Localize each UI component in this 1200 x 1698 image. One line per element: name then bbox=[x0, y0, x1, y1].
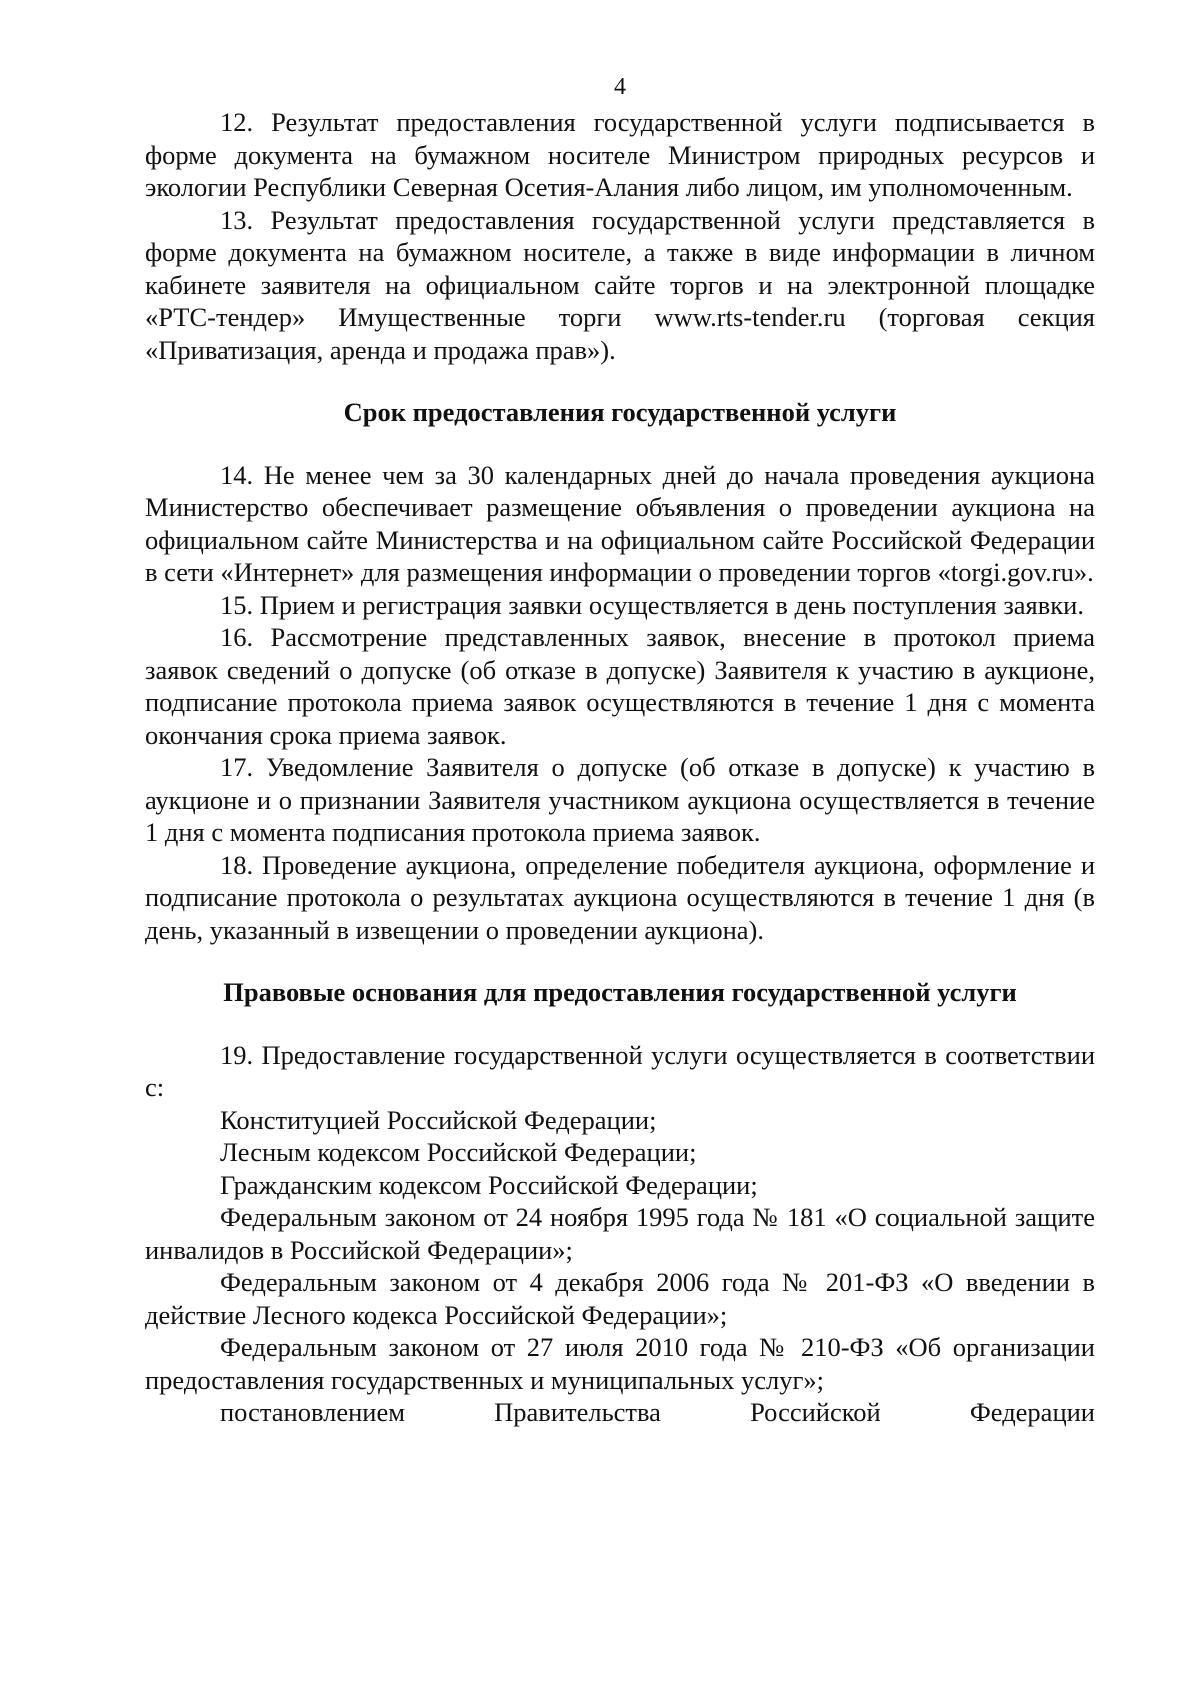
paragraph-17: 17. Уведомление Заявителя о допуске (об отказе в допуске) к участию в аукционе и о признании Заявителя участником аукциона осуществляется в течение 1 дня с момента подписания протокола приема заявок. bbox=[145, 752, 1095, 847]
paragraph-13: 13. Результат предоставления государственной услуги представляется в форме документа на бумажном носителе, а также в виде информации в личном кабинете заявителя на официальном сайте торгов и на электронной площадке «РТС-тендер» Имущественные торги www.rts-tender.ru (торговая секция «Приватизация, аренда и продажа прав»). bbox=[145, 204, 1095, 365]
legal-basis-item: Гражданским кодексом Российской Федерации; bbox=[220, 1169, 758, 1200]
paragraph-18: 18. Проведение аукциона, определение победителя аукциона, оформление и подписание протокола о результатах аукциона осуществляются в течение 1 дня (в день, указанный в извещении о проведении аукциона). bbox=[145, 849, 1095, 945]
legal-basis-item: постановлением Правительства Российской Федерации bbox=[220, 1397, 1095, 1427]
paragraph-15: 15. Прием и регистрация заявки осуществляется в день поступления заявки. bbox=[220, 589, 1084, 620]
legal-basis-item: Лесным кодексом Российской Федерации; bbox=[220, 1137, 697, 1167]
legal-basis-item: Федеральным законом от 4 декабря 2006 года № 201-ФЗ «О введении в действие Лесного кодекса Российской Федерации»; bbox=[145, 1267, 1095, 1330]
legal-basis-item: Федеральным законом от 24 ноября 1995 года № 181 «О социальной защите инвалидов в Российской Федерации»; bbox=[145, 1202, 1095, 1265]
section-heading-legal: Правовые основания для предоставления государственной услуги bbox=[223, 977, 1017, 1007]
page-number: 4 bbox=[614, 74, 626, 100]
legal-basis-item: Конституцией Российской Федерации; bbox=[220, 1104, 657, 1135]
document-body bbox=[145, 70, 1095, 1429]
paragraph-19: 19. Предоставление государственной услуги осуществляется в соответствии с: bbox=[145, 1039, 1095, 1102]
section-heading-term: Срок предоставления государственной услуги bbox=[343, 397, 897, 427]
legal-basis-item: Федеральным законом от 27 июля 2010 года № 210-ФЗ «Об организации предоставления государственных и муниципальных услуг»; bbox=[145, 1332, 1095, 1395]
paragraph-14: 14. Не менее чем за 30 календарных дней до начала проведения аукциона Министерство обеспечивает размещение объявления о проведении аукциона на официальном сайте Министерства и на официальном сайте Российской Федерации в сети «Интернет» для размещения информации о проведении торгов «torgi.gov.ru». bbox=[145, 459, 1095, 587]
paragraph-16: 16. Рассмотрение представленных заявок, внесение в протокол приема заявок сведений о допуске (об отказе в допуске) Заявителя к участию в аукционе, подписание протокола приема заявок осуществляются в течение 1 дня с момента окончания срока приема заявок. bbox=[145, 622, 1095, 750]
paragraph-12: 12. Результат предоставления государственной услуги подписывается в форме документа на бумажном носителе Министром природных ресурсов и экологии Республики Северная Осетия-Алания либо лицом, им уполномоченным. bbox=[145, 107, 1095, 202]
